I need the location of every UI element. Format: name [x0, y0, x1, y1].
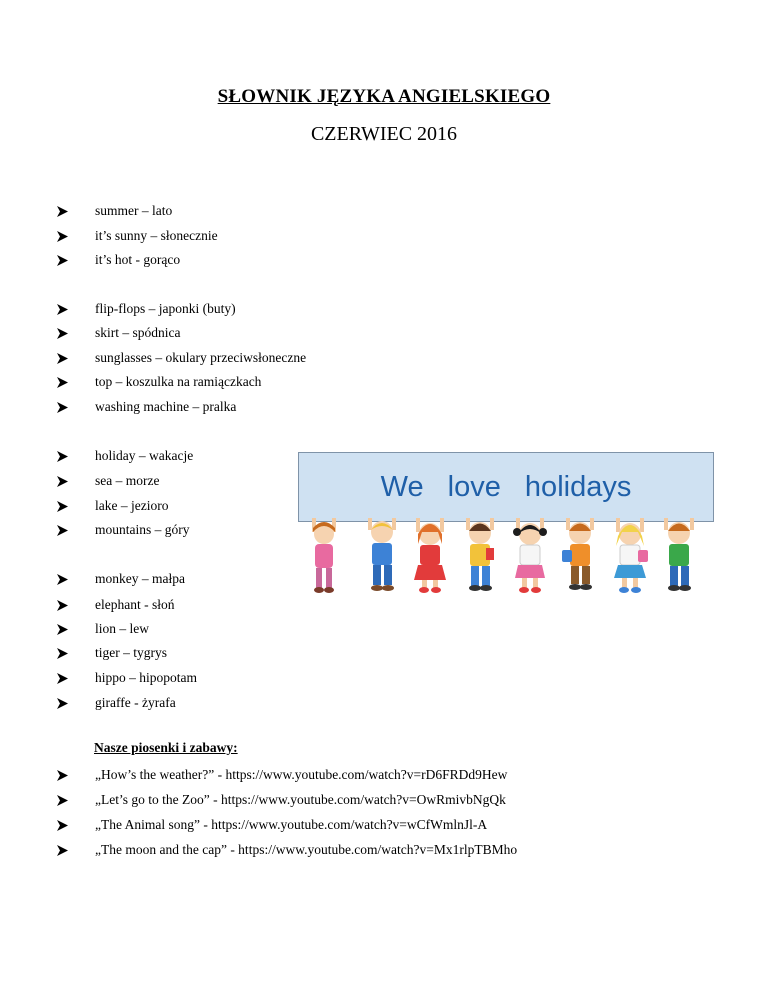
child-figure: [466, 518, 494, 591]
list-item: sea – morze: [56, 471, 159, 491]
banner-sign: We love holidays: [298, 452, 714, 522]
list-item: lion – lew: [56, 619, 149, 639]
list-item: it’s sunny – słonecznie: [56, 226, 218, 246]
child-figure: [414, 518, 446, 593]
list-item: holiday – wakacje: [56, 446, 193, 466]
song-link[interactable]: „Let’s go to the Zoo” - https://www.youtube.com/watch?v=OwRmivbNgQk: [56, 790, 506, 810]
children-illustration: [298, 518, 716, 600]
arrow-bullet-icon: [56, 573, 69, 586]
arrow-bullet-icon: [56, 450, 69, 463]
child-figure: [368, 518, 396, 591]
arrow-bullet-icon: [56, 844, 69, 857]
arrow-bullet-icon: [56, 230, 69, 243]
page-title: SŁOWNIK JĘZYKA ANGIELSKIEGO: [217, 86, 551, 107]
song-link[interactable]: „How’s the weather?” - https://www.youtube.com/watch?v=rD6FRDd9Hew: [56, 765, 507, 785]
list-item: lake – jezioro: [56, 496, 168, 516]
page-subtitle: CZERWIEC 2016: [310, 123, 458, 145]
arrow-bullet-icon: [56, 697, 69, 710]
arrow-bullet-icon: [56, 500, 69, 513]
list-item: washing machine – pralka: [56, 397, 236, 417]
child-figure: [614, 518, 648, 593]
list-item: summer – lato: [56, 201, 172, 221]
list-item: sunglasses – okulary przeciwsłoneczne: [56, 348, 306, 368]
arrow-bullet-icon: [56, 352, 69, 365]
list-item: flip-flops – japonki (buty): [56, 299, 236, 319]
arrow-bullet-icon: [56, 327, 69, 340]
arrow-bullet-icon: [56, 475, 69, 488]
song-link[interactable]: „The moon and the cap” - https://www.youtube.com/watch?v=Mx1rlpTBMho: [56, 840, 517, 860]
list-item: mountains – góry: [56, 520, 190, 540]
holiday-banner-illustration: [298, 452, 716, 600]
list-item: it’s hot - gorąco: [56, 250, 180, 270]
arrow-bullet-icon: [56, 524, 69, 537]
list-item: skirt – spódnica: [56, 323, 181, 343]
child-figure: [312, 518, 336, 593]
song-link[interactable]: „The Animal song” - https://www.youtube.com/watch?v=wCfWmlnJl-A: [56, 815, 487, 835]
child-figure: [664, 518, 694, 591]
list-item: tiger – tygrys: [56, 643, 167, 663]
arrow-bullet-icon: [56, 303, 69, 316]
arrow-bullet-icon: [56, 254, 69, 267]
arrow-bullet-icon: [56, 672, 69, 685]
list-item: giraffe - żyrafa: [56, 693, 176, 713]
arrow-bullet-icon: [56, 205, 69, 218]
arrow-bullet-icon: [56, 599, 69, 612]
arrow-bullet-icon: [56, 819, 69, 832]
arrow-bullet-icon: [56, 376, 69, 389]
child-figure: [562, 518, 594, 590]
list-item: elephant - słoń: [56, 595, 174, 615]
arrow-bullet-icon: [56, 401, 69, 414]
list-item: hippo – hipopotam: [56, 668, 197, 688]
arrow-bullet-icon: [56, 623, 69, 636]
arrow-bullet-icon: [56, 647, 69, 660]
list-item: monkey – małpa: [56, 569, 185, 589]
child-figure: [513, 518, 547, 593]
list-item: top – koszulka na ramiączkach: [56, 372, 261, 392]
arrow-bullet-icon: [56, 794, 69, 807]
songs-heading: Nasze piosenki i zabawy:: [94, 740, 238, 755]
arrow-bullet-icon: [56, 769, 69, 782]
